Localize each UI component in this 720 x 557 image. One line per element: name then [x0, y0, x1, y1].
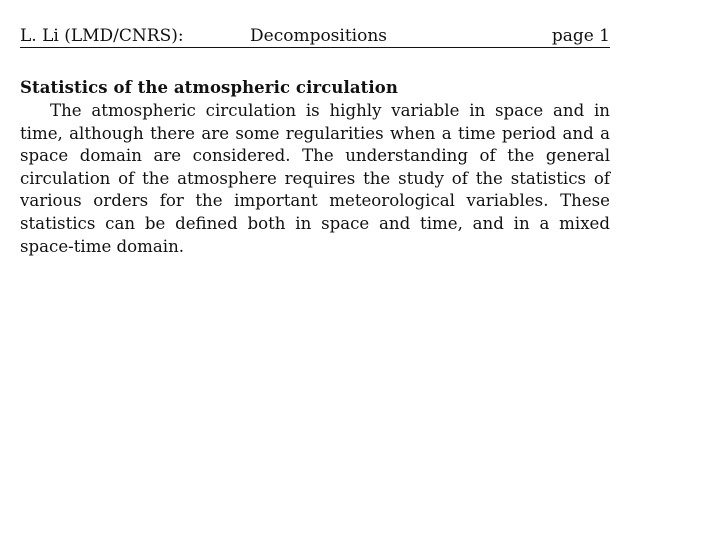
page-header: [20, 0, 610, 48]
section-paragraph: The atmospheric circulation is highly variable in space and in time, although there are some regularities when a time period and a space domain are considered. The understanding of the general circulation of the atmosphere requires the study of the statistics of various orders for the important meteorological variables. These statistics can be defined both in space and time, and in a mixed space-time domain.: [20, 101, 610, 256]
header-page-number: page 1: [551, 26, 610, 46]
document-page: [20, 0, 610, 258]
header-topic: Decompositions: [250, 26, 388, 46]
section-title: Statistics of the atmospheric circulation: [20, 78, 398, 97]
header-author: L. Li (LMD/CNRS):: [20, 26, 184, 46]
